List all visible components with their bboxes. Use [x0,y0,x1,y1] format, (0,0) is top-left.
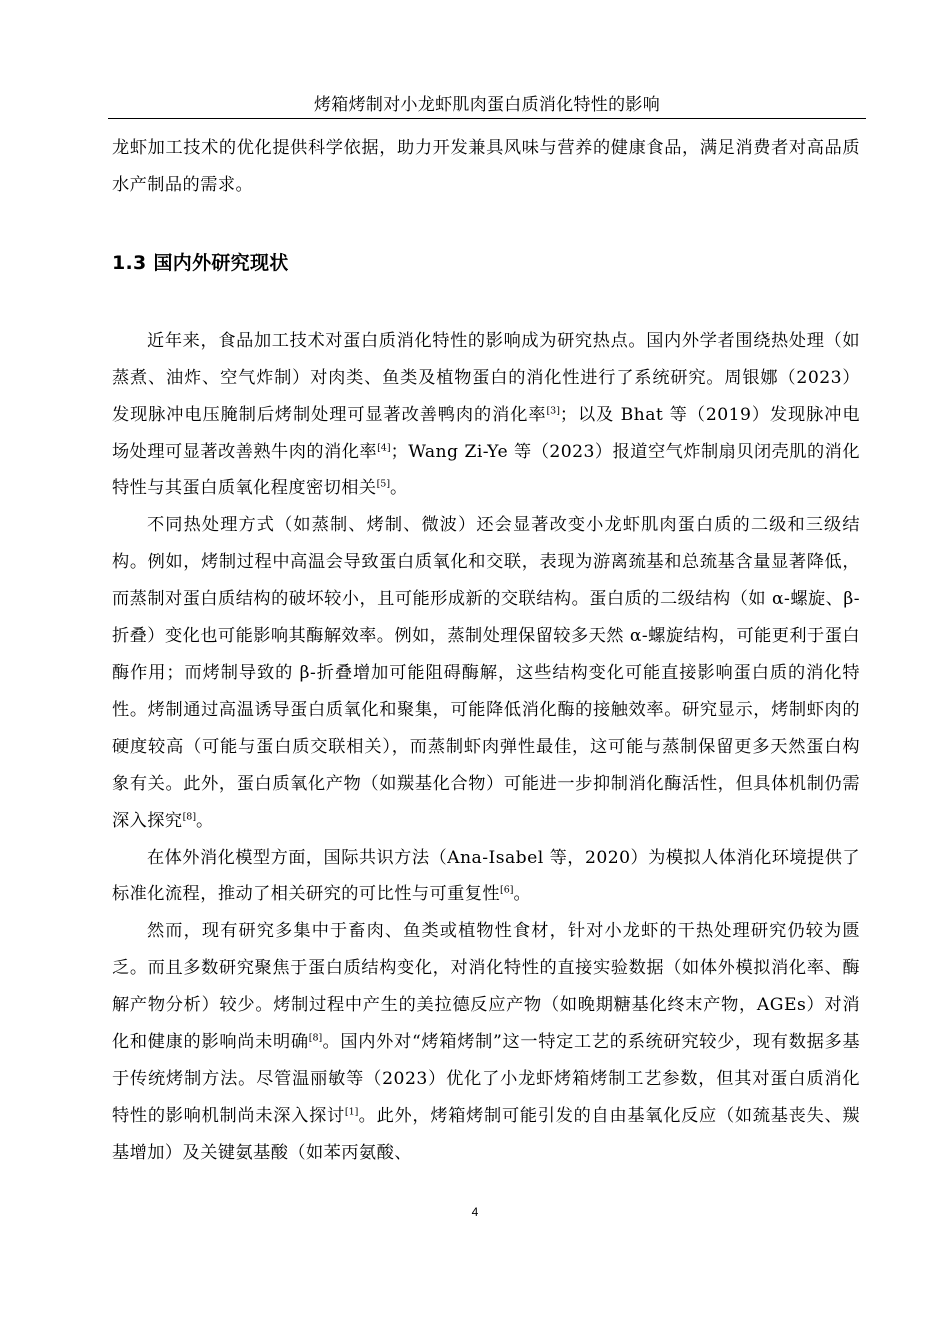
citation-mark: [8] [182,810,197,822]
text-segment: 龙虾加工技术的优化提供科学依据，助力开发兼具风味与营养的健康食品，满足消费者对高品质水产制品的需求。 [112,138,860,195]
section-heading: 1.3 国内外研究现状 [112,251,289,274]
text-segment: 在体外消化模型方面，国际共识方法（Ana-Isabel 等，2020）为模拟人体消化环境提供了标准化流程，推动了相关研究的可比性与可重复性 [112,847,860,905]
citation-mark: [1] [344,1106,359,1118]
text-segment: 不同热处理方式（如蒸制、烤制、微波）还会显著改变小龙虾肌肉蛋白质的二级和三级结构。例如，烤制过程中高温会导致蛋白质氧化和交联，表现为游离巯基和总巯基含量显著降低，而蒸制对蛋白质结构的破坏较小，且可能形成新的交联结构。蛋白质的二级结构（如 α-螺旋、β-折叠）变化也可能影响其酶解效率。例如，蒸制处理保留较多天然 α-螺旋结构，可能更利于蛋白酶作用；而烤制导致的 β-折叠增加可能阻碍酶解，这些结构变化可能直接影响蛋白质的消化特性。烤制通过高温诱导蛋白质氧化和聚集，可能降低消化酶的接触效率。研究显示，烤制虾肉的硬度较高（可能与蛋白质交联相关），而蒸制虾肉弹性最佳，这可能与蒸制保留更多天然蛋白构象有关。此外，蛋白质氧化产物（如羰基化合物）可能进一步抑制消化酶活性，但具体机制仍需深入探究 [112,515,860,831]
citation-mark: [6] [500,884,514,896]
citation-mark: [5] [376,478,391,490]
page-body [112,130,860,1172]
header-rule [108,118,866,119]
paragraph-in-vitro-model [112,840,860,914]
text-segment: ；Wang Zi-Ye 等（2023）报道空气炸制扇贝闭壳肌的消化特性与其蛋白质氧化程度密切相关 [112,441,860,499]
citation-mark: [4] [377,441,391,453]
text-segment: 。国内外对“烤箱烤制”这一特定工艺的系统研究较少，现有数据多基于传统烤制方法。尽管温丽敏等（2023）优化了小龙虾烤箱烤制工艺参数，但其对蛋白质消化特性的影响机制尚未深入探讨 [112,1032,860,1126]
paragraph-continuation [112,130,860,204]
text-segment: ；以及 Bhat 等（2019）发现脉冲电场处理可显著改善熟牛肉的消化率 [112,404,860,462]
citation-mark: [8] [308,1032,323,1044]
text-segment: 然而，现有研究多集中于畜肉、鱼类或植物性食材，针对小龙虾的干热处理研究仍较为匮乏。而且多数研究聚焦于蛋白质结构变化，对消化特性的直接实验数据（如体外模拟消化率、酶解产物分析）较少。烤制过程中产生的美拉德反应产物（如晚期糖基化终末产物，AGEs）对消化和健康的影响尚未明确 [112,921,860,1053]
text-segment: 。此外，烤箱烤制可能引发的自由基氧化反应（如巯基丧失、羰基增加）及关键氨基酸（如苯丙氨酸、 [112,1105,860,1163]
text-segment: 。 [390,478,408,499]
paragraph-research-hotspot [112,323,860,508]
paragraph-heat-treatment [112,507,860,839]
citation-mark: [3] [546,404,560,416]
text-segment: 。 [513,884,532,905]
paragraph-research-gap [112,913,860,1171]
running-header: 烤箱烤制对小龙虾肌肉蛋白质消化特性的影响 [314,95,660,115]
text-segment: 。 [196,810,214,831]
page-number: 4 [471,1205,479,1219]
text-segment: 近年来，食品加工技术对蛋白质消化特性的影响成为研究热点。国内外学者围绕热处理（如蒸煮、油炸、空气炸制）对肉类、鱼类及植物蛋白的消化性进行了系统研究。周银娜（2023）发现脉冲电压腌制后烤制处理可显著改善鸭肉的消化率 [112,330,860,425]
